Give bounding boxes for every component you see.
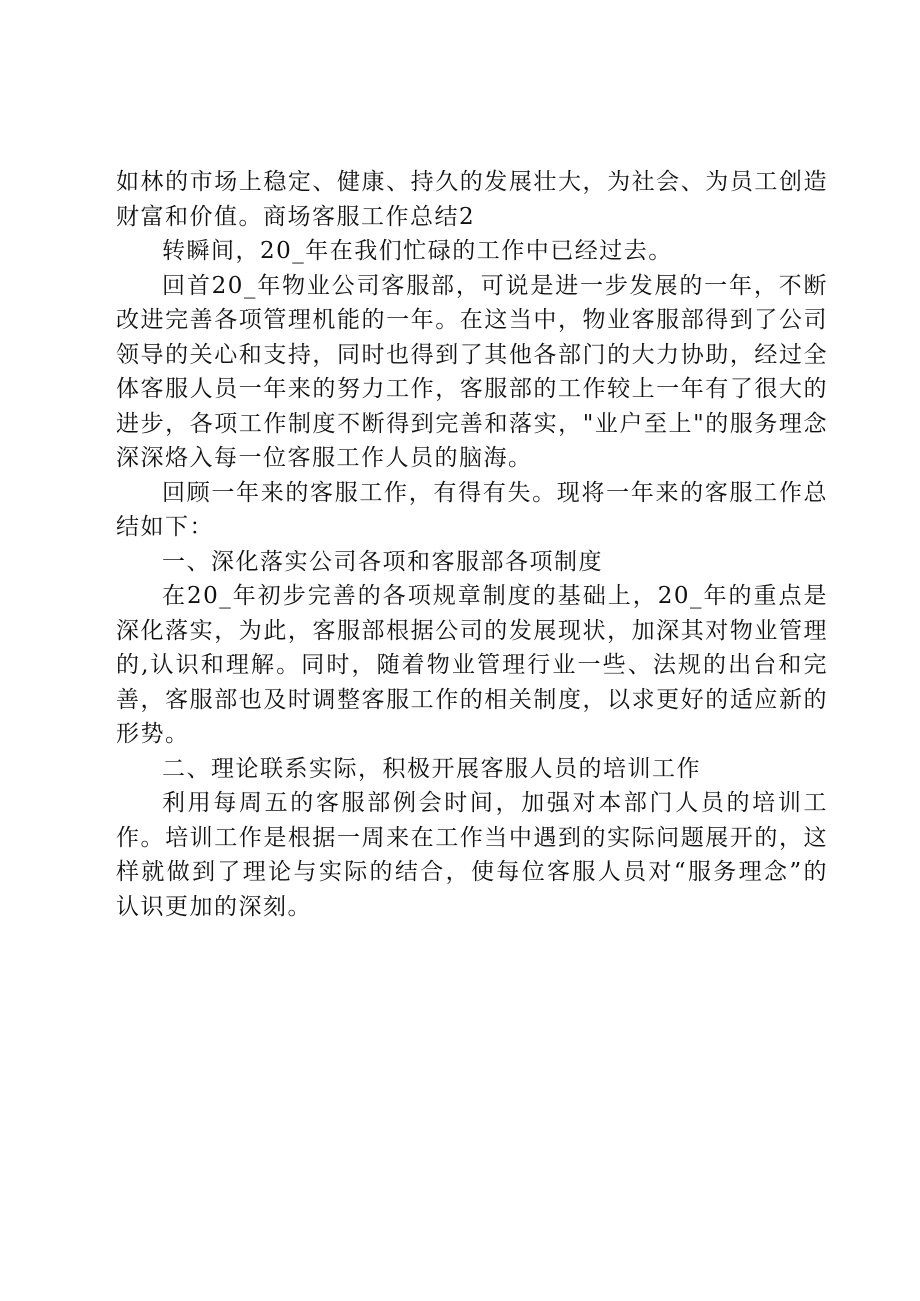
- section-heading-2: 二、理论联系实际，积极开展客服人员的培训工作: [162, 755, 701, 782]
- paragraph-3: 回首20_年物业公司客服部，可说是进一步发展的一年，不断改进完善各项管理机能的一年。在这当中，物业客服部得到了公司领导的关心和支持，同时也得到了其他各部门的大力协助，经过全体客服人员一年来的努力工作，客服部的工作较上一年有了很大的进步，各项工作制度不断得到完善和落实，"业户至上"的服务理念深深烙入每一位客服工作人员的脑海。: [116, 272, 828, 471]
- document-body: [116, 165, 828, 924]
- paragraph-1: 如林的市场上稳定、健康、持久的发展壮大，为社会、为员工创造财富和价值。商场客服工作总结2: [116, 169, 828, 230]
- paragraph-2: 转瞬间，20_年在我们忙碌的工作中已经过去。: [162, 238, 673, 264]
- paragraph-4: 回顾一年来的客服工作，有得有失。现将一年来的客服工作总结如下：: [116, 479, 828, 540]
- paragraph-6: 利用每周五的客服部例会时间，加强对本部门人员的培训工作。培训工作是根据一周来在工作当中遇到的实际问题展开的，这样就做到了理论与实际的结合，使每位客服人员对“服务理念”的认识更加的深刻。: [116, 790, 828, 920]
- section-heading-1: 一、深化落实公司各项和客服部各项制度: [162, 548, 603, 575]
- paragraph-5: 在20_年初步完善的各项规章制度的基础上，20_年的重点是深化落实，为此，客服部根据公司的发展现状，加深其对物业管理的,认识和理解。同时，随着物业管理行业一些、法规的出台和完善，客服部也及时调整客服工作的相关制度，以求更好的适应新的形势。: [116, 583, 828, 747]
